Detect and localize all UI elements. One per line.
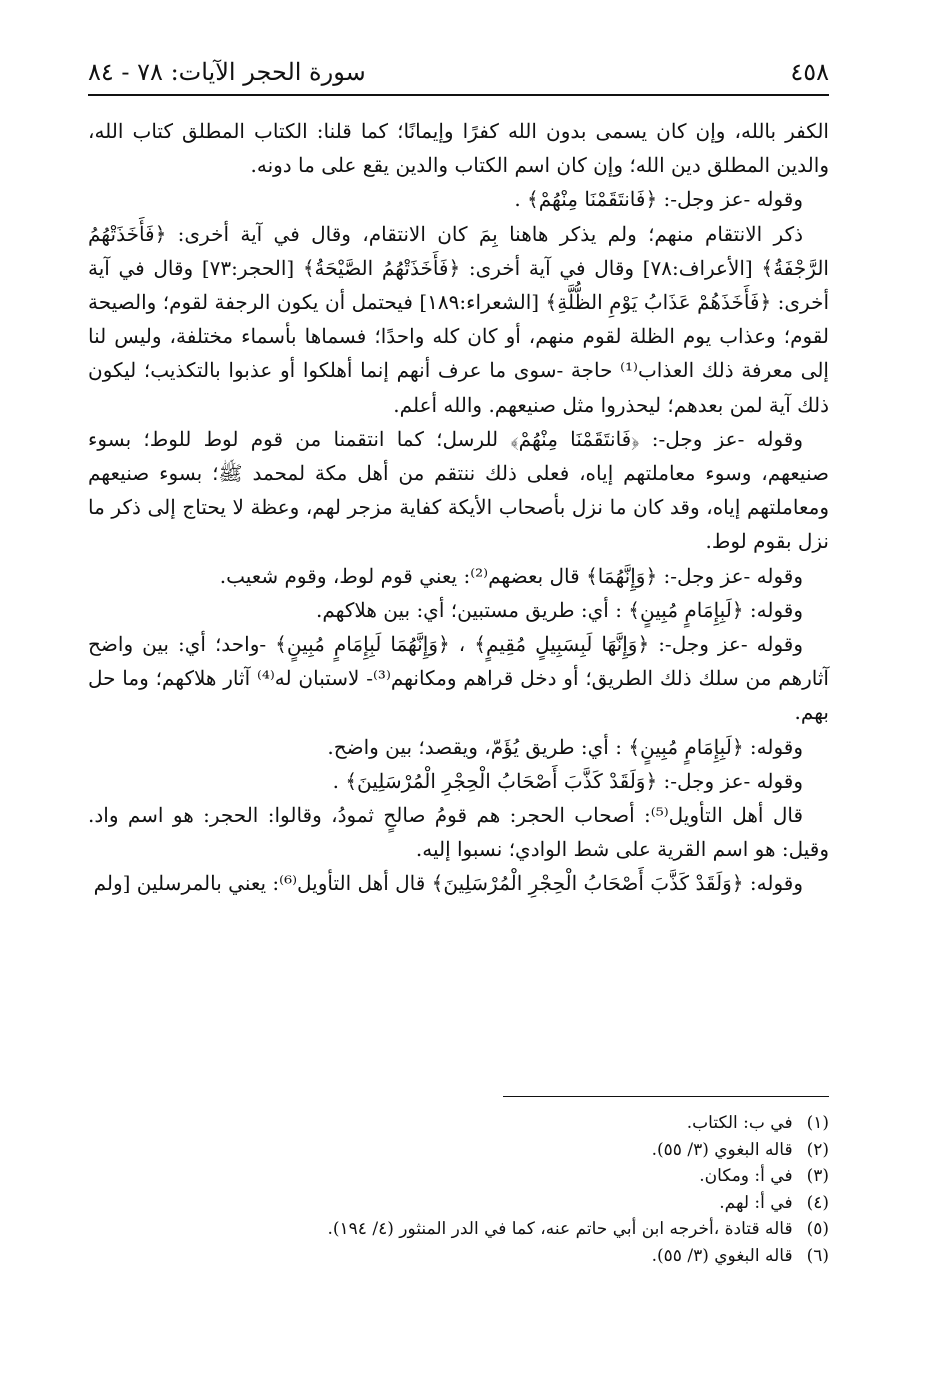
footnote-text: في أ: ومكان. — [699, 1166, 793, 1186]
paragraph: وقوله: ﴿لَبِإِمَامٍ مُبِينٍ﴾ : أي: طريق يُؤَمّ، ويقصد؛ بين واضح. — [327, 734, 803, 759]
footnote-text: قاله قتادة ،أخرجه ابن أبي حاتم عنه، كما في الدر المنثور (٤/ ١٩٤). — [327, 1219, 793, 1239]
paragraph: وقوله -عز وجل-: ﴿وَلَقَدْ كَذَّبَ أَصْحَابُ الْحِجْرِ الْمُرْسَلِينَ﴾ . — [332, 768, 803, 793]
paragraph: ذكر الانتقام منهم؛ ولم يذكر هاهنا بِمَ كان الانتقام، وقال في آية أخرى: ﴿فَأَخَذَتْهُمُ الرَّجْفَةُ﴾ [الأعراف:٧٨] وقال في آية أخرى: ﴿فَأَخَذَتْهُمُ الصَّيْحَةُ﴾ [الحجر:٧٣] وقال في آية أخرى: ﴿فَأَخَذَهُمْ عَذَابُ يَوْمِ الظُّلَّةِ﴾ [الشعراء:١٨٩] فيحتمل أن يكون الرجفة لقوم؛ والصيحة لقوم؛ وعذاب يوم الظلة لقوم منهم، أو كان كله واحدًا؛ فسماها بأسماء مختلفة، وليس لنا إلى معرفة ذلك العذاب⁽¹⁾ حاجة -سوى ما عرف أنهم إنما أهلكوا أو عذبوا بالتكذيب؛ ليكون ذلك آية لمن بعدهم؛ ليحذروا مثل صنيعهم. والله أعلم. — [88, 221, 829, 417]
footnote-number: (٥) — [806, 1219, 829, 1239]
footnote — [88, 1216, 829, 1243]
footnote-text: قاله البغوي (٣/ ٥٥). — [651, 1245, 793, 1266]
footnote — [88, 1137, 829, 1164]
footnote-number: (٦) — [806, 1245, 829, 1266]
paragraph: الكفر بالله، وإن كان يسمى بدون الله كفرًا وإيمانًا؛ كما قلنا: الكتاب المطلق كتاب الله، والدين المطلق دين الله؛ وإن كان اسم الكتاب والدين يقع على ما دونه. — [88, 119, 829, 178]
footnote-divider — [503, 1096, 829, 1097]
footnote-text: قاله البغوي (٣/ ٥٥). — [651, 1139, 793, 1160]
running-title: سورة الحجر الآيات: ٧٨ - ٨٤ — [88, 58, 366, 86]
page-header — [88, 52, 829, 94]
body-text — [88, 114, 829, 901]
paragraph: وقوله: ﴿لَبِإِمَامٍ مُبِينٍ﴾ : أي: طريق مستبين؛ أي: بين هلاكهم. — [316, 597, 803, 622]
footnote — [88, 1163, 829, 1190]
footnote — [88, 1190, 829, 1217]
paragraph: وقوله -عز وجل-: ﴿وَإِنَّهَا لَبِسَبِيلٍ مُقِيمٍ﴾ ، ﴿وَإِنَّهُمَا لَبِإِمَامٍ مُبِينٍ﴾ -واحد؛ أي: بين واضح آثارهم من سلك ذلك الطريق؛ أو دخل قراهم ومكانهم⁽³⁾- لاستبان له⁽⁴⁾ آثار هلاكهم؛ وما حل بهم. — [88, 632, 829, 725]
footnote-text: في أ: لهم. — [719, 1192, 793, 1213]
paragraph: قال أهل التأويل⁽⁵⁾: أصحاب الحجر: هم قومُ صالحٍ ثمودُ، وقالوا: الحجر: هو اسم واد. وقيل: هو اسم القرية على شط الوادي؛ نسبوا إليه. — [88, 803, 829, 862]
footnote-text: في ب: الكتاب. — [686, 1113, 793, 1133]
footnotes — [88, 1110, 829, 1269]
paragraph: وقوله -عز وجل-: ﴿فَانتَقَمْنَا مِنْهُمْ﴾ للرسل؛ كما انتقمنا من قوم لوط للوط؛ بسوء صنيعهم، وسوء معاملتهم إياه، فعلى ذلك ننتقم من أهل مكة لمحمد ﷺ؛ بسوء صنيعهم ومعاملتهم إياه، وقد كان ما نزل بأصحاب الأيكة كفاية مزجر لهم، وعظة لا يحتاج إلى ذكر ما نزل بقوم لوط. — [88, 426, 829, 554]
footnote — [88, 1110, 829, 1137]
header-divider — [88, 94, 829, 96]
footnote — [88, 1243, 829, 1270]
paragraph: وقوله -عز وجل-: ﴿وَإِنَّهُمَا﴾ قال بعضهم⁽²⁾: يعني قوم لوط، وقوم شعيب. — [219, 563, 803, 588]
footnote-number: (٣) — [806, 1166, 829, 1186]
paragraph: وقوله: ﴿وَلَقَدْ كَذَّبَ أَصْحَابُ الْحِجْرِ الْمُرْسَلِينَ﴾ قال أهل التأويل⁽⁶⁾: يعني بالمرسلين [ولم — [93, 871, 803, 896]
page-number: ٤٥٨ — [790, 58, 829, 86]
footnote-number: (٤) — [806, 1192, 829, 1213]
paragraph: وقوله -عز وجل-: ﴿فَانتَقَمْنَا مِنْهُمْ﴾ . — [514, 187, 803, 212]
footnote-number: (١) — [806, 1113, 829, 1133]
footnote-number: (٢) — [806, 1139, 829, 1160]
